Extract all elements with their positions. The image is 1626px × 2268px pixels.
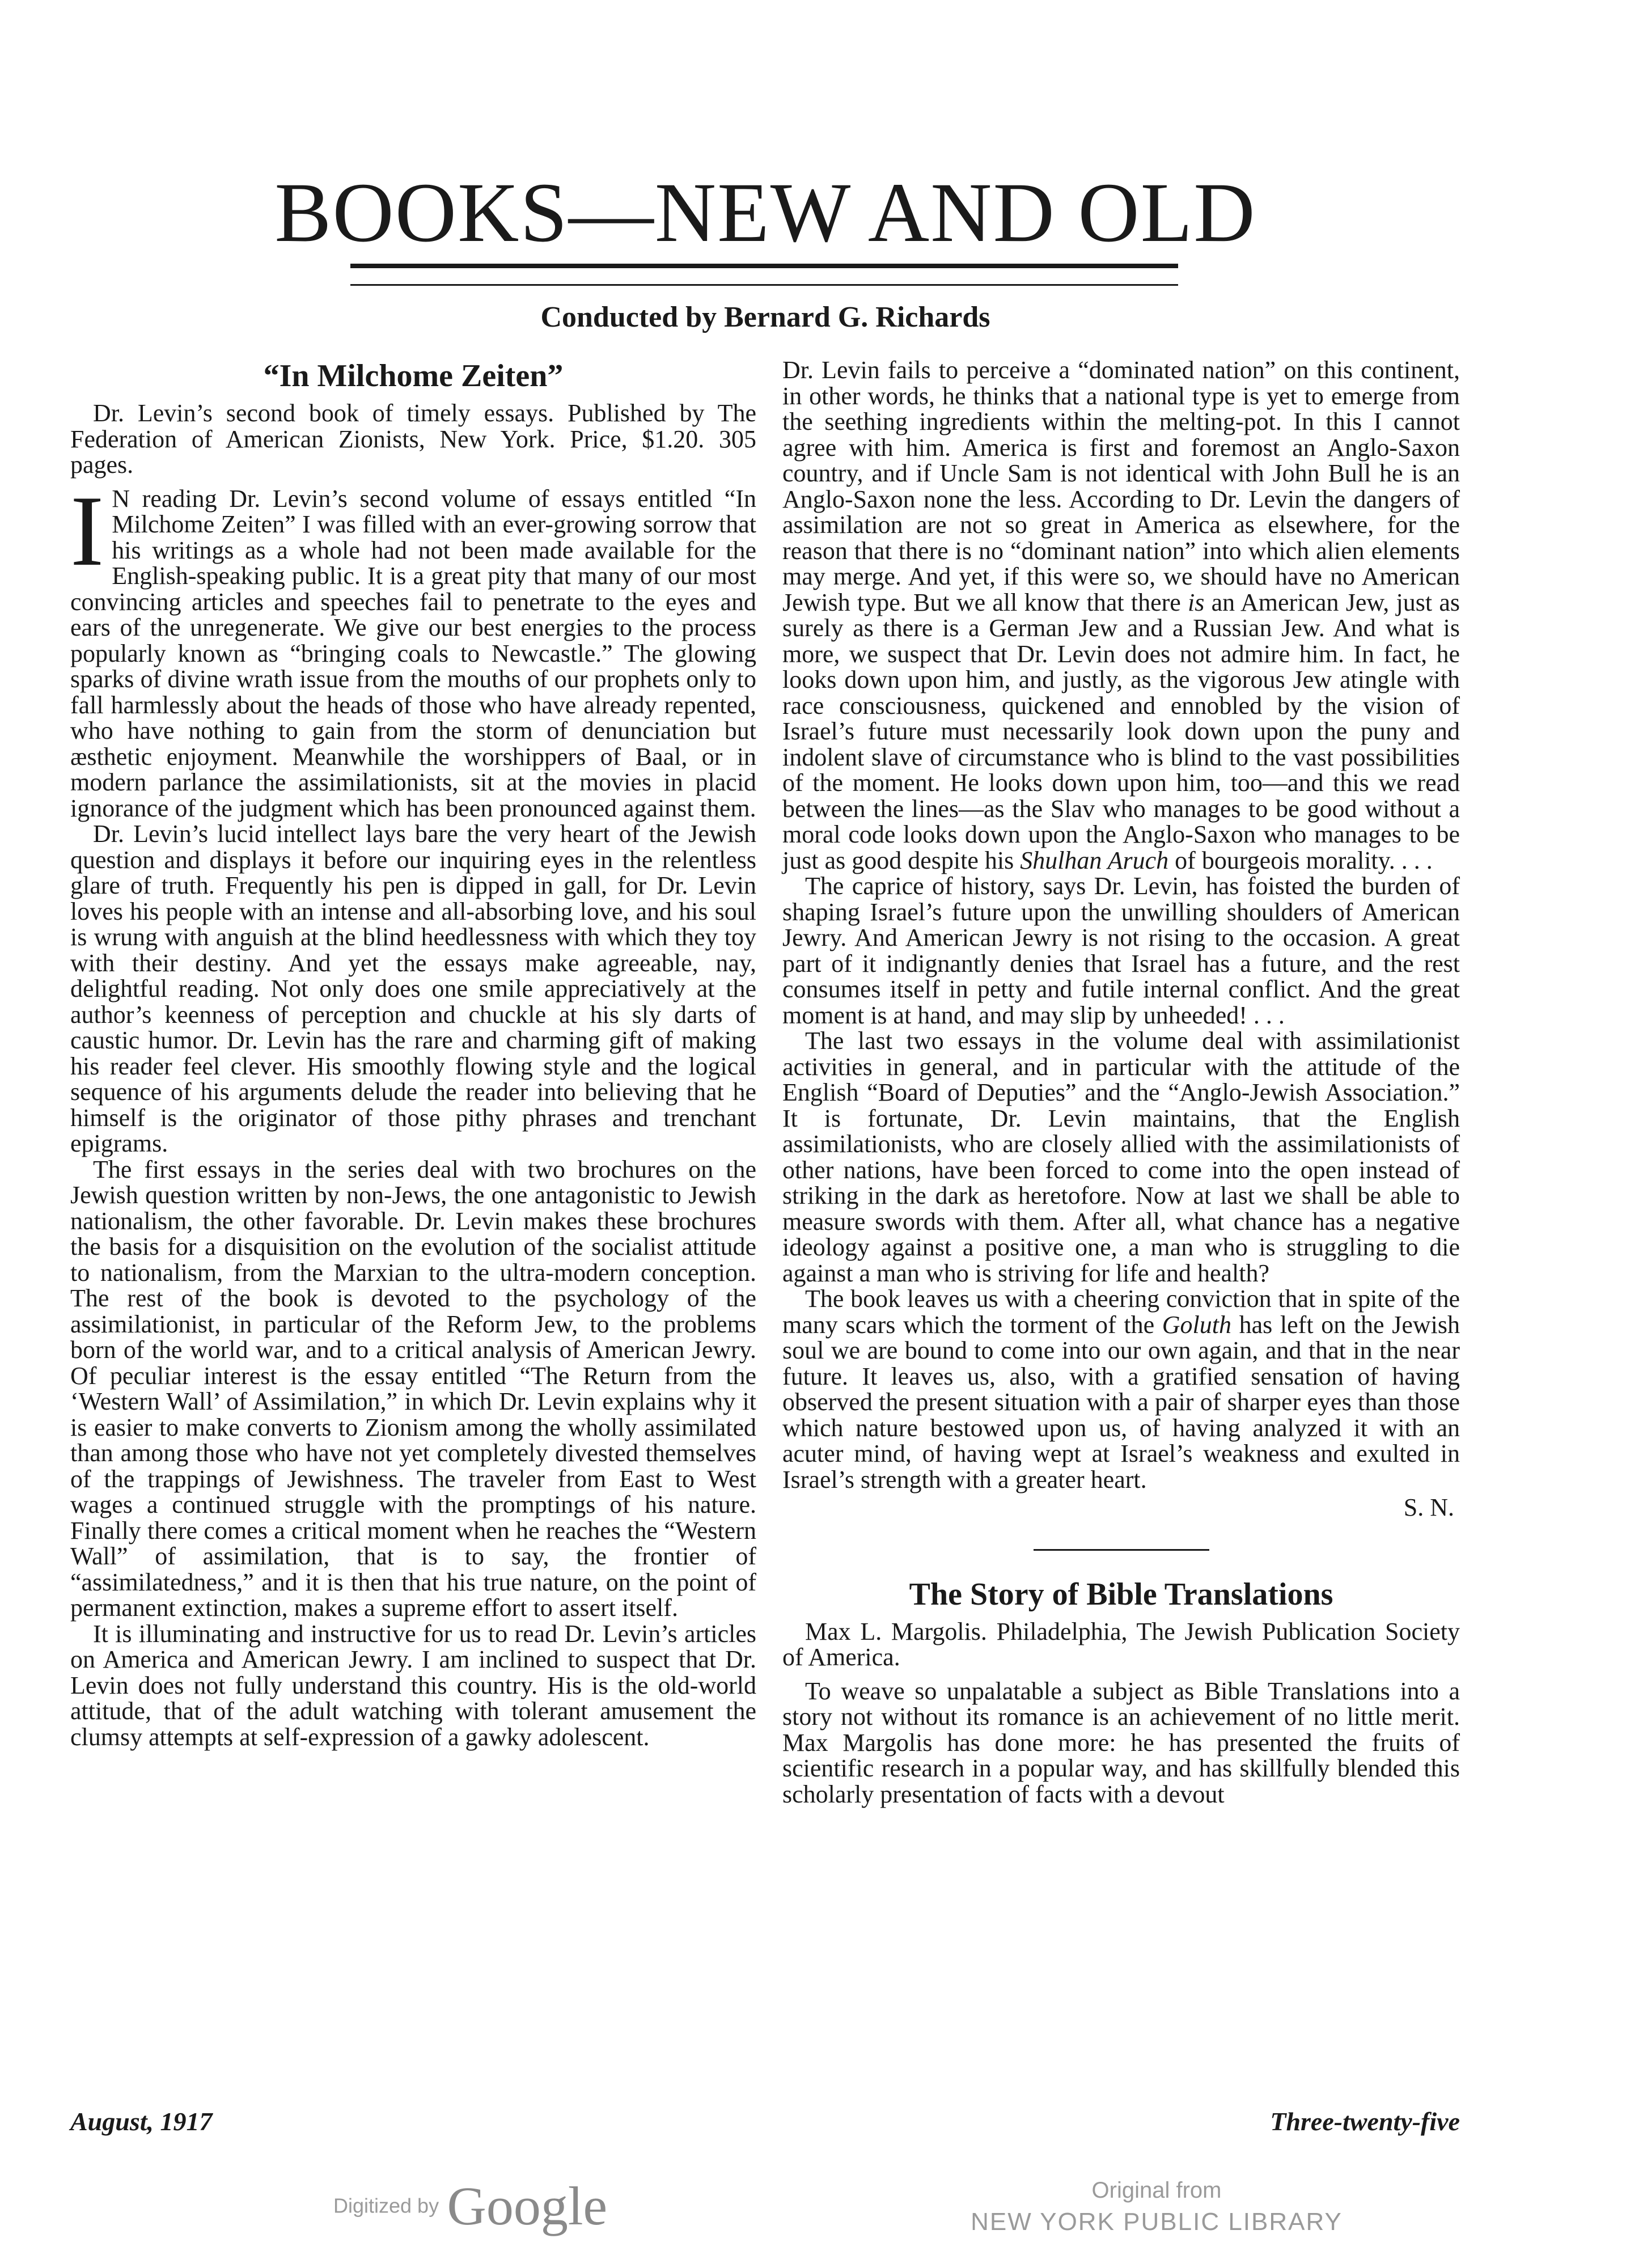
original-from-label: Original from bbox=[1091, 2178, 1222, 2203]
review-paragraph: The caprice of history, says Dr. Levin, has foisted the burden of shaping Israel’s future upon the unwilling shoulders of American Jewry. And American Jewry is not rising to the occasion. A great part of it indignantly denies that Israel has a future, and the rest consumes itself in petty and futile internal conflict. And the great moment is at hand, and may slip by unheeded! . . . bbox=[782, 872, 1460, 1029]
paragraph-text: an American Jew, just as surely as there is a German Jew and a Russian Jew. And what is more, we suspect that Dr. Levin does not admire him. In fact, he looks down upon him, and justly, as the vigorous Jew atingle with race consciousness, quickened and ennobled by the vision of Israel’s future must necessarily look down upon the puny and indolent slave of circumstance who is blind to the vast possibilities of the moment. He looks down upon him, too—and this we read between the lines—as the Slav who manages to be good without a moral code looks down upon the Anglo-Saxon who manages to be just as good despite his bbox=[782, 588, 1460, 874]
review-paragraph: It is illuminating and instructive for us to read Dr. Levin’s articles on America and American Jewry. I am inclined to suspect that Dr. Levin does not fully understand this country. His is the old-world attitude, that of the adult watching with tolerant amusement the clumsy attempts at self-expression of a gawky adolescent. bbox=[70, 1619, 756, 1751]
footer-date: August, 1917 bbox=[70, 2107, 213, 2136]
library-name: NEW YORK PUBLIC LIBRARY bbox=[971, 2208, 1343, 2236]
review-paragraph: The last two essays in the volume deal with assimilationist activities in general, and in particular with the attitude of the English “Board of Deputies” and the “Anglo-Jewish Association.” It is fortunate, Dr. Levin maintains, that the English assimilationists, who are closely allied with the assimilationists of other nations, have been forced to come into the open instead of striking in the dark as heretofore. Now at last we shall be able to measure swords with them. After all, what chance has a negative ideology against a positive one, a man who is struggling to die against a man who is striving for life and health? bbox=[782, 1027, 1460, 1287]
byline: Conducted by Bernard G. Richards bbox=[540, 301, 990, 333]
review-paragraph: Dr. Levin’s lucid intellect lays bare the very heart of the Jewish question and displays it before our inquiring eyes in the relentless glare of truth. Frequently his pen is dipped in gall, for Dr. Levin loves his people with an intense and all-absorbing love, and his soul is wrung with anguish at the blind heedlessness with which they toy with their destiny. And yet the essays make agreeable, nay, delightful reading. Not only does one smile appreciatively at the author’s keenness of perception and chuckle at his sly darts of caustic humor. Dr. Levin has the rare and charming gift of making his reader feel clever. His smoothly flowing style and the logical sequence of his arguments delude the reader into believing that he himself is the originator of those pithy phrases and trenchant epigrams. bbox=[70, 820, 756, 1157]
review-paragraph bbox=[782, 357, 1460, 873]
review-signature: S. N. bbox=[1403, 1493, 1454, 1521]
italic-emphasis: is bbox=[1188, 588, 1205, 616]
page-title: BOOKS—NEW AND OLD bbox=[274, 166, 1256, 260]
section-divider bbox=[1034, 1549, 1209, 1551]
paragraph-text: Dr. Levin fails to perceive a “dominated nation” on this continent, in other words, he thinks that a national type is yet to emerge from the seething ingredients within the melting-pot. In this I cannot agree with him. America is first and foremost an Anglo-Saxon country, and if Uncle Sam is not identical with John Bull he is an Anglo-Saxon none the less. According to Dr. Levin the dangers of assimilation are not so great in America as elsewhere, for the reason that there is no “dominant nation” into which alien elements may merge. And yet, if this were so, we should have no American Jewish type. But we all know that there bbox=[782, 356, 1460, 616]
italic-term: Shulhan Aruch bbox=[1020, 846, 1169, 874]
review-paragraph: The first essays in the series deal with two brochures on the Jewish question written by non-Jews, the one antagonistic to Jewish nationalism, the other favorable. Dr. Levin makes these brochures the basis for a disquisition on the evolution of the socialist attitude to nationalism, from the Marxian to the ultra-modern conception. The rest of the book is devoted to the psychology of the assimilationist, in particular of the Reform Jew, to the problems born of the world war, and to a critical analysis of American Jewry. Of peculiar interest is the essay entitled “The Return from the ‘Western Wall’ of Assimilation,” in which Dr. Levin explains why it is easier to make converts to Zionism among the wholly assimilated than among those who have not yet completely divested themselves of the trappings of Jewishness. The traveler from East to West wages a continued struggle with the promptings of his nature. Finally there comes a critical moment when he reaches the “Western Wall” of assimilation, that is to say, the frontier of “assimilatedness,” and it is then that his true nature, on the point of permanent extinction, makes a supreme effort to assert itself. bbox=[70, 1155, 756, 1622]
drop-cap: I bbox=[70, 474, 104, 587]
original-source-watermark bbox=[907, 2174, 1406, 2238]
right-column bbox=[782, 357, 1460, 1807]
review-bibliography: Dr. Levin’s second book of timely essays. Published by The Federation of American Zionists, New York. Price, $1.20. 305 pages. bbox=[70, 399, 756, 479]
google-logo: Google bbox=[447, 2176, 608, 2236]
review-heading-bible-translations: The Story of Bible Translations bbox=[909, 1576, 1333, 1612]
paragraph-text: of bourgeois morality. . . . bbox=[1175, 846, 1433, 874]
review-heading-milchome-zeiten: “In Milchome Zeiten” bbox=[263, 358, 564, 393]
paragraph-text: N reading Dr. Levin’s second volume of essays entitled “In Milchome Zeiten” I was filled with an ever-growing sorrow that his writings as a whole had not been made available for the English-speaking public. It is a great pity that many of our most convincing articles and speeches fail to penetrate to the eyes and ears of the unregenerate. We give our best energies to the process popularly known as “bringing coals to Newcastle.” The glowing sparks of divine wrath issue from the mouths of our prophets only to fall harmlessly about the heads of those who have already repented, who have nothing to gain from the storm of denunciation but æsthetic enjoyment. Meanwhile the worshippers of Baal, or in modern parlance the assimilationists, sit at the movies in placid ignorance of the judgment which has been pronounced against them. bbox=[70, 484, 756, 822]
title-double-rule bbox=[350, 264, 1178, 286]
review-paragraph bbox=[782, 1286, 1460, 1492]
digitized-watermark bbox=[333, 2174, 607, 2237]
review-bibliography: Max L. Margolis. Philadelphia, The Jewish Publication Society of America. bbox=[782, 1617, 1460, 1671]
review-paragraph: To weave so unpalatable a subject as Bible Translations into a story not without its romance is an achievement of no little merit. Max Margolis has done more: he has presented the fruits of scientific research in a popular way, and has skillfully blended this scholarly presentation of facts with a devout bbox=[782, 1677, 1460, 1808]
left-column bbox=[70, 357, 756, 1750]
italic-term: Goluth bbox=[1162, 1310, 1231, 1339]
review-paragraph bbox=[70, 474, 756, 822]
paragraph-text: The book leaves us with a cheering conviction that in spite of the many scars which the torment of the bbox=[782, 1285, 1460, 1339]
paragraph-text: has left on the Jewish soul we are bound to come into our own again, and that in the near future. It leaves us, also, with a gratified sensation of having observed the present situation with a pair of sharper eyes than those which nature bestowed upon us, of having analyzed it with an acuter mind, of having wept at Israel’s weakness and exulted in Israel’s strength with a greater heart. bbox=[782, 1310, 1460, 1493]
footer-page-number: Three-twenty-five bbox=[1270, 2107, 1460, 2136]
digitized-by-label: Digitized by bbox=[333, 2194, 439, 2218]
